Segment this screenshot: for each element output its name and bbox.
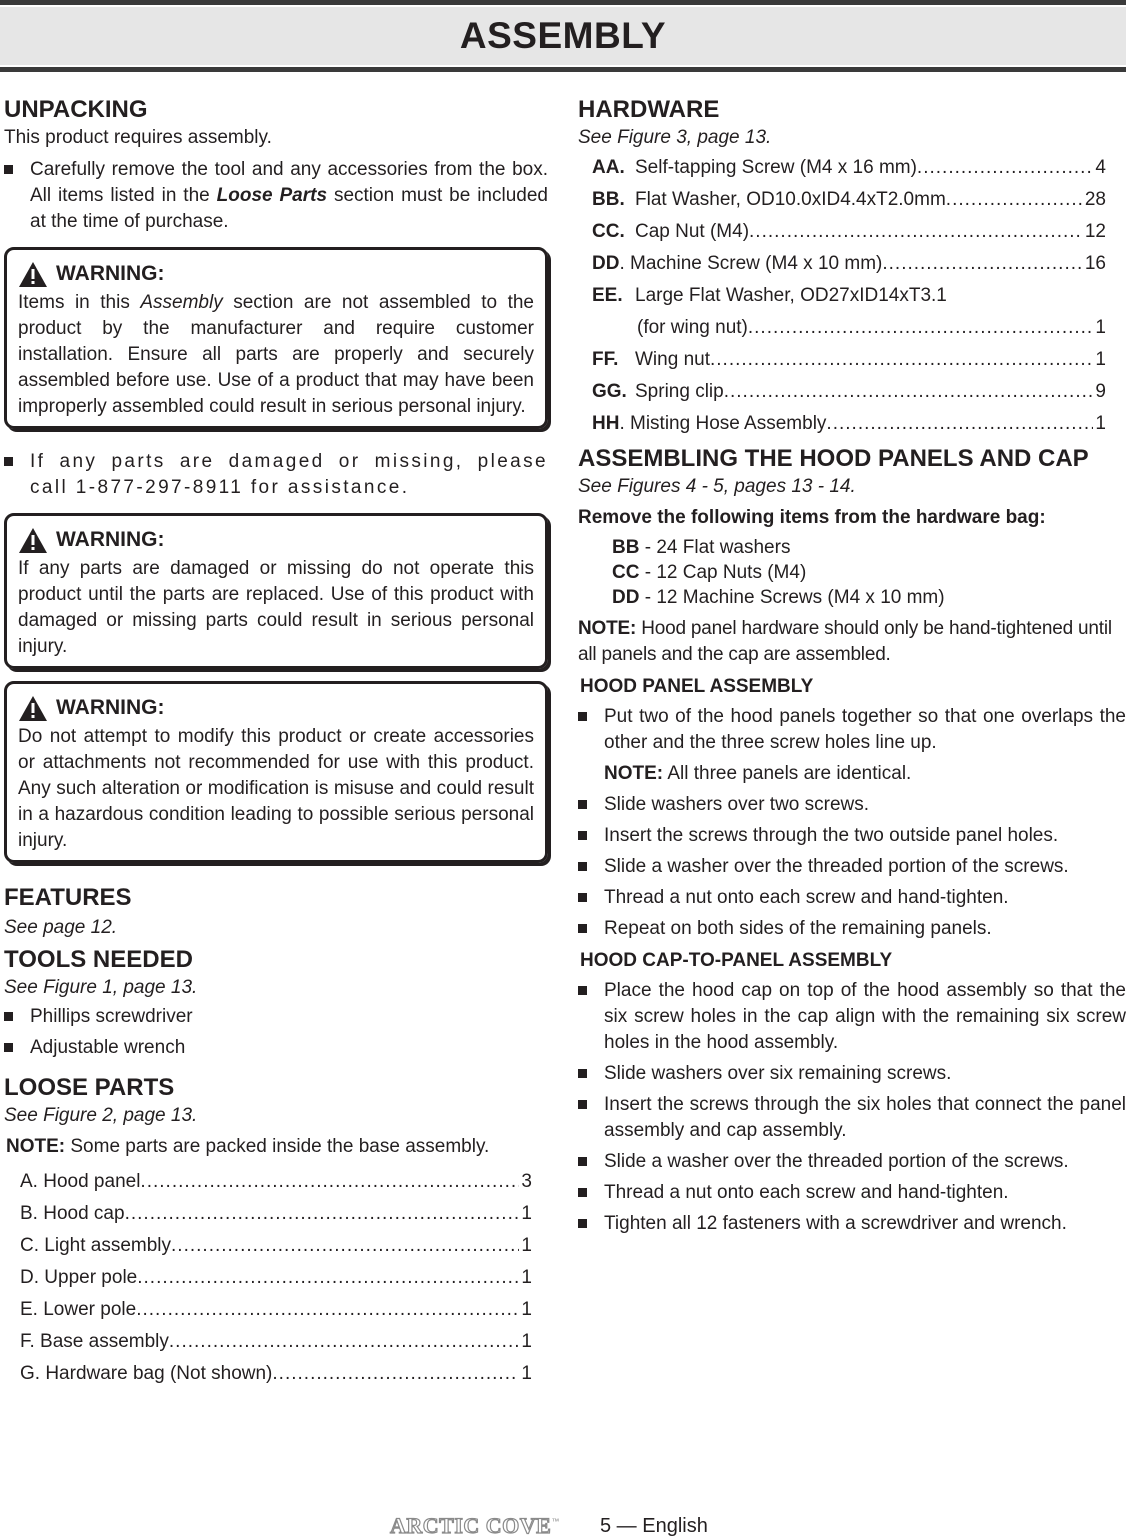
loose-parts-reference: See Figure 2, page 13. <box>4 1105 198 1126</box>
unpacking-intro: This product requires assembly. <box>4 127 272 148</box>
list-item: GG. Spring clip ..... 9 <box>592 376 1106 408</box>
list-item: Tighten all 12 fasteners with a screwdriver and wrench. <box>578 1211 1126 1237</box>
list-item: A. Hood panel ..... 3 <box>20 1166 532 1198</box>
hood-panel-steps <box>578 704 1126 942</box>
list-item: DD - 12 Machine Screws (M4 x 10 mm) <box>612 587 945 608</box>
list-item: Slide a washer over the threaded portion of the screws. <box>578 1149 1126 1175</box>
list-item: B. Hood cap ..... 1 <box>20 1198 532 1230</box>
list-item: Repeat on both sides of the remaining panels. <box>578 916 1126 942</box>
warning-triangle-icon <box>18 261 48 288</box>
list-item: Carefully remove the tool and any accessories from the box. All items listed in the Loose Parts section must be included at the time of purchase. <box>4 157 548 235</box>
remove-instruction: Remove the following items from the hardware bag: <box>578 507 1046 528</box>
list-item: F. Base assembly ..... 1 <box>20 1326 532 1358</box>
unpacking-heading: UNPACKING <box>4 96 148 123</box>
warning-box-modify <box>4 681 548 863</box>
list-item: Phillips screwdriver <box>4 1004 548 1030</box>
brand-logo: ARCTIC COVE ™ <box>390 1513 560 1538</box>
list-item: G. Hardware bag (Not shown) ..... 1 <box>20 1358 532 1390</box>
warning-box-assembly <box>4 247 548 429</box>
loose-parts-heading: LOOSE PARTS <box>4 1074 175 1101</box>
assembling-reference: See Figures 4 - 5, pages 13 - 14. <box>578 476 856 497</box>
list-item: (for wing nut) ..... 1 <box>592 312 1106 344</box>
banner-rule <box>0 67 1126 72</box>
list-item: AA. Self-tapping Screw (M4 x 16 mm) ..... 4 <box>592 152 1106 184</box>
list-item: BB - 24 Flat washers <box>612 537 791 558</box>
unpacking-list <box>4 157 548 235</box>
warning-triangle-icon <box>18 527 48 554</box>
hood-cap-heading: HOOD CAP-TO-PANEL ASSEMBLY <box>580 950 893 971</box>
features-reference: See page 12. <box>4 917 118 938</box>
list-item: E. Lower pole ..... 1 <box>20 1294 532 1326</box>
warning-label: WARNING: <box>56 262 165 285</box>
list-item: CC. Cap Nut (M4) ..... 12 <box>592 216 1106 248</box>
list-item: DD . Machine Screw (M4 x 10 mm) ..... 16 <box>592 248 1106 280</box>
assembling-heading: ASSEMBLING THE HOOD PANELS AND CAP <box>578 445 1089 472</box>
top-rule <box>0 0 1126 5</box>
list-item: Thread a nut onto each screw and hand-tighten. <box>578 1180 1126 1206</box>
loose-parts-note: NOTE: Some parts are packed inside the base assembly. <box>6 1136 490 1157</box>
list-item: Put two of the hood panels together so that one overlaps the other and the three screw holes line up. NOTE: All three panels are identical. <box>578 704 1126 787</box>
loose-parts-list <box>20 1166 532 1390</box>
list-item: Slide washers over two screws. <box>578 792 1126 818</box>
list-item: EE. Large Flat Washer, OD27xID14xT3.1 <box>592 285 947 306</box>
warning-text: Items in this Assembly section are not assembled to the product by the manufacturer and require customer installation. Ensure all parts are properly and securely assembled before use. Use of a product that may have been improperly assembled could result in serious personal injury. <box>18 292 534 417</box>
page-title: ASSEMBLY <box>459 15 667 56</box>
list-item: Insert the screws through the two outside panel holes. <box>578 823 1126 849</box>
list-item: Slide a washer over the threaded portion of the screws. <box>578 854 1126 880</box>
list-item: HH . Misting Hose Assembly ..... 1 <box>592 408 1106 440</box>
tools-heading: TOOLS NEEDED <box>4 946 193 973</box>
tools-list <box>4 1004 548 1061</box>
hardware-bag-list <box>612 535 1126 610</box>
list-item: Adjustable wrench <box>4 1035 548 1061</box>
list-item: Thread a nut onto each screw and hand-tighten. <box>578 885 1126 911</box>
features-heading: FEATURES <box>4 884 132 911</box>
warning-triangle-icon <box>18 695 48 722</box>
warning-text: If any parts are damaged or missing do not operate this product until the parts are replaced. Use of this product with damaged or missing parts could result in serious personal injury. <box>18 558 534 657</box>
hood-panel-heading: HOOD PANEL ASSEMBLY <box>580 676 814 697</box>
unpacking-list-2 <box>4 449 548 501</box>
list-item: FF. Wing nut ..... 1 <box>592 344 1106 376</box>
left-column <box>4 95 548 1390</box>
page-number: 5 — English <box>600 1515 708 1537</box>
list-item: C. Light assembly ..... 1 <box>20 1230 532 1262</box>
hood-cap-steps <box>578 978 1126 1237</box>
right-column <box>578 95 1126 1242</box>
list-item: BB. Flat Washer, OD10.0xID4.4xT2.0mm ..... 28 <box>592 184 1106 216</box>
warning-header <box>18 258 534 290</box>
assembling-note: NOTE: Hood panel hardware should only be hand-tightened until all panels and the cap are assembled. <box>578 618 1112 665</box>
list-item: D. Upper pole ..... 1 <box>20 1262 532 1294</box>
hardware-heading: HARDWARE <box>578 96 720 123</box>
page-footer <box>0 1513 1126 1539</box>
tools-reference: See Figure 1, page 13. <box>4 977 198 998</box>
warning-text: Do not attempt to modify this product or create accessories or attachments not recommended for use with this product. Any such alteration or modification is misuse and could result in a hazardous condition leading to possible serious personal injury. <box>18 726 534 851</box>
section-banner <box>0 7 1126 65</box>
list-item: If any parts are damaged or missing, please call 1-877-297-8911 for assistance. <box>4 449 548 501</box>
list-item: Insert the screws through the six holes that connect the panel assembly and cap assembly. <box>578 1092 1126 1144</box>
list-item: Place the hood cap on top of the hood assembly so that the six screw holes in the cap align with the remaining six screw holes in the hood assembly. <box>578 978 1126 1056</box>
hardware-reference: See Figure 3, page 13. <box>578 127 772 148</box>
hardware-list <box>592 152 1106 440</box>
warning-label: WARNING: <box>56 528 165 551</box>
warning-header <box>18 524 534 556</box>
warning-label: WARNING: <box>56 696 165 719</box>
warning-header <box>18 692 534 724</box>
list-item: CC - 12 Cap Nuts (M4) <box>612 562 807 583</box>
list-item: Slide washers over six remaining screws. <box>578 1061 1126 1087</box>
warning-box-damaged <box>4 513 548 669</box>
